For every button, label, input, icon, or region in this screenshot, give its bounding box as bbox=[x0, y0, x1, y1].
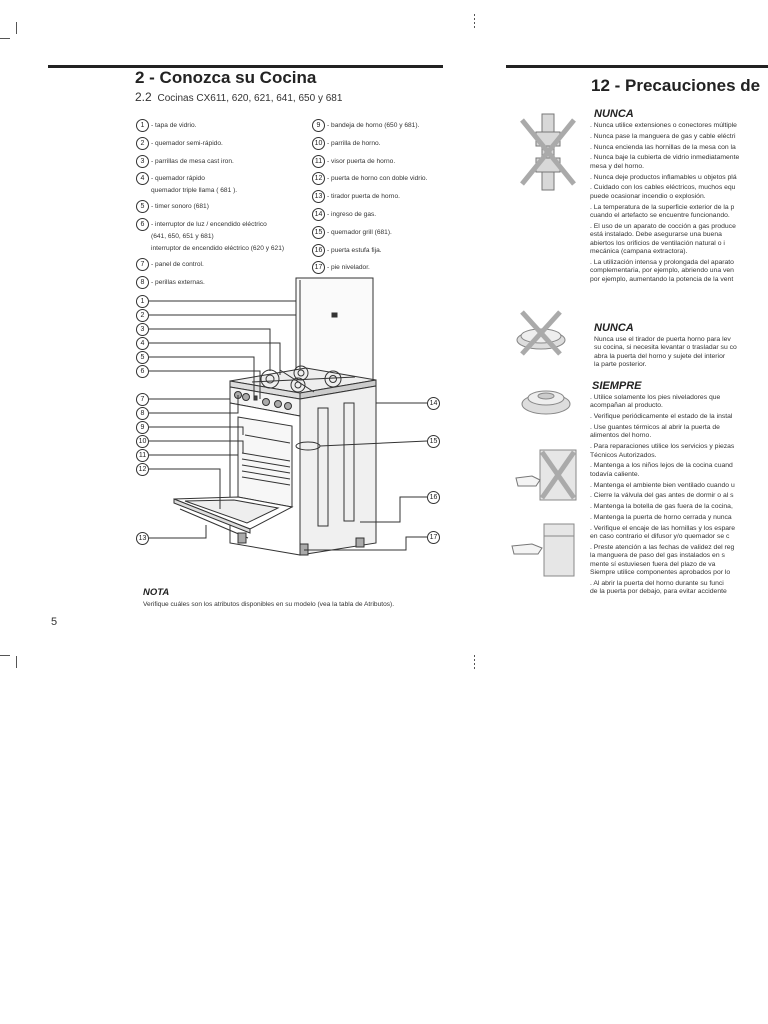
warning-line: . Para reparaciones utilice los servicios y piezas bbox=[590, 443, 735, 451]
legend-text bbox=[151, 258, 204, 269]
warning-line: . Utilice solamente los pies niveladores que bbox=[590, 394, 721, 401]
warning-line: mente sí estuviesen fuera del plazo de va bbox=[590, 560, 716, 568]
warning-line: abiertos los orificios de ventilación natural o i bbox=[590, 239, 725, 247]
warning-line: está instalado. Debe asegurarse una buena bbox=[590, 231, 722, 239]
diagram-callout: 15 bbox=[427, 435, 440, 448]
legend-item bbox=[312, 261, 427, 274]
legend-text-line: - pie nivelador. bbox=[327, 264, 370, 272]
diagram-callout: 12 bbox=[136, 463, 149, 476]
nunca-paragraph-line: su cocina, si necesita levantar o trasladar su co bbox=[594, 344, 737, 352]
legend-number-circle: 10 bbox=[312, 137, 325, 150]
nunca-paragraph-line: Nunca use el tirador de puerta horno para lev bbox=[594, 336, 731, 343]
siempre-list bbox=[590, 394, 735, 597]
crop-mark bbox=[16, 22, 17, 34]
legend-number-circle: 12 bbox=[312, 172, 325, 185]
legend-text-line: - panel de control. bbox=[151, 260, 204, 268]
warning-line: . La utilización intensa y prolongada del aparato bbox=[590, 258, 734, 266]
parts-legend-col2 bbox=[312, 119, 427, 279]
legend-text-line: - timer sonoro (681) bbox=[151, 203, 209, 211]
legend-text bbox=[151, 218, 284, 253]
legend-text bbox=[327, 261, 370, 272]
legend-number-circle: 17 bbox=[312, 261, 325, 274]
diagram-callout: 9 bbox=[136, 421, 149, 434]
legend-text bbox=[151, 119, 196, 130]
legend-item bbox=[312, 190, 427, 203]
legend-text bbox=[327, 155, 395, 166]
legend-number-circle: 8 bbox=[136, 276, 149, 289]
no-pot-icon bbox=[512, 306, 570, 358]
warning-line: . Nunca deje productos inflamables u objetos plá bbox=[590, 173, 737, 181]
legend-text bbox=[151, 172, 237, 195]
diagram-callout: 13 bbox=[136, 532, 149, 545]
page-number: 5 bbox=[51, 616, 58, 628]
diagram-callout: 1 bbox=[136, 295, 149, 308]
section-rule bbox=[506, 65, 768, 68]
diagram-callout: 3 bbox=[136, 323, 149, 336]
diagram-callout: 7 bbox=[136, 393, 149, 406]
legend-text-line: - perillas externas. bbox=[151, 278, 205, 286]
diagram-callout: 5 bbox=[136, 351, 149, 364]
warning-line: en caso contrario el difusor y/o quemador se c bbox=[590, 533, 730, 541]
legend-text bbox=[151, 200, 209, 211]
warning-line: acompañan al producto. bbox=[590, 402, 663, 410]
legend-text-line: - bandeja de horno (650 y 681). bbox=[327, 122, 420, 129]
warning-line: . Nunca baje la cubierta de vidrio inmediatamente bbox=[590, 154, 740, 162]
warning-line: . Nunca encienda las hornillas de la mesa con la bbox=[590, 143, 736, 151]
legend-item bbox=[312, 155, 427, 168]
warning-line: . Cierre la válvula del gas antes de dormir o al s bbox=[590, 492, 734, 500]
diagram-callout: 10 bbox=[136, 435, 149, 448]
legend-text-line: quemador triple llama ( 681 ). bbox=[151, 187, 238, 195]
nota-text: Verifique cuáles son los atributos disponibles en su modelo (vea la tabla de Atributos). bbox=[143, 601, 395, 608]
legend-item bbox=[312, 119, 427, 132]
legend-text-line: - quemador rápido bbox=[151, 175, 205, 183]
diagram-callout: 11 bbox=[136, 449, 149, 462]
legend-text-line: - parrilla de horno. bbox=[327, 139, 381, 147]
legend-item bbox=[136, 119, 284, 132]
legend-text bbox=[151, 155, 234, 166]
page-subtitle bbox=[135, 90, 342, 104]
warning-line: . Preste atención a las fechas de validez del reg bbox=[590, 544, 735, 551]
siempre-label: SIEMPRE bbox=[592, 380, 642, 392]
warning-line: la manguera de paso del gas instalados en s bbox=[590, 552, 725, 560]
legend-text-line: interruptor de encendido eléctrico (620 y 621) bbox=[151, 244, 285, 252]
legend-text bbox=[327, 226, 392, 237]
legend-number-circle: 4 bbox=[136, 172, 149, 185]
warning-line: . El uso de un aparato de cocción a gas produce bbox=[590, 222, 736, 230]
legend-text bbox=[327, 208, 376, 219]
legend-text-line: - quemador semi-rápido. bbox=[151, 139, 223, 147]
no-extension-cord-icon bbox=[516, 110, 580, 194]
legend-text-line: - quemador grill (681). bbox=[327, 228, 392, 236]
legend-item bbox=[136, 137, 284, 150]
legend-number-circle: 14 bbox=[312, 208, 325, 221]
legend-text bbox=[327, 137, 381, 148]
warning-line: mesa y del horno. bbox=[590, 162, 645, 170]
warning-line: mecánica (campana extractora). bbox=[590, 248, 688, 256]
legend-number-circle: 7 bbox=[136, 258, 149, 271]
legend-number-circle: 1 bbox=[136, 119, 149, 132]
legend-number-circle: 9 bbox=[312, 119, 325, 132]
warning-line: . Nunca utilice extensiones o conectores múltiple bbox=[590, 122, 737, 129]
warning-line: . Mantenga a los niños lejos de la cocina cuand bbox=[590, 462, 733, 470]
legend-text-line: - tapa de vidrio. bbox=[151, 122, 197, 129]
page-title: 2 - Conozca su Cocina bbox=[135, 68, 317, 87]
diagram-callout: 14 bbox=[427, 397, 440, 410]
legend-text-line: - puerta estufa fija. bbox=[327, 246, 382, 254]
warning-line: . Verifique periódicamente el estado de la instal bbox=[590, 413, 733, 421]
warning-line: . Cuidado con los cables eléctricos, muchos equ bbox=[590, 184, 736, 192]
warning-line: . Al abrir la puerta del horno durante su funci bbox=[590, 580, 724, 588]
parts-legend-col1 bbox=[136, 119, 284, 293]
legend-text bbox=[327, 190, 400, 201]
nunca-paragraph-line: la parte posterior. bbox=[594, 361, 647, 369]
legend-item bbox=[312, 172, 427, 185]
legend-text-line: - tirador puerta de horno. bbox=[327, 193, 400, 201]
diagram-callout: 6 bbox=[136, 365, 149, 378]
warning-line: . Mantenga la botella de gas fuera de la cocina, bbox=[590, 503, 733, 511]
warning-line: de la puerta por debajo, para evitar accidente bbox=[590, 588, 727, 596]
warning-line: por ejemplo, aumentando la potencia de la vent bbox=[590, 275, 734, 283]
nunca-paragraph-2 bbox=[594, 336, 737, 370]
legend-text-line: - interruptor de luz / encendido eléctrico bbox=[151, 220, 267, 228]
legend-item bbox=[136, 200, 284, 213]
legend-item bbox=[136, 258, 284, 271]
legend-item bbox=[312, 208, 427, 221]
warning-line: cuando el artefacto se encuentre funcionando. bbox=[590, 212, 730, 219]
legend-item bbox=[312, 226, 427, 239]
stove-diagram bbox=[130, 275, 450, 565]
nunca-label-1: NUNCA bbox=[594, 108, 634, 120]
legend-number-circle: 3 bbox=[136, 155, 149, 168]
legend-number-circle: 6 bbox=[136, 218, 149, 231]
diagram-callout: 16 bbox=[427, 491, 440, 504]
nunca-list-1 bbox=[590, 122, 739, 284]
subtitle-text: Cocinas CX611, 620, 621, 641, 650 y 681 bbox=[157, 93, 343, 104]
warning-line: . Use guantes térmicos al abrir la puerta de bbox=[590, 424, 720, 431]
warning-line: Siempre utilice componentes aprobados por lo bbox=[590, 569, 731, 577]
legend-item bbox=[312, 137, 427, 150]
legend-text-line: - visor puerta de horno. bbox=[327, 157, 396, 165]
legend-item bbox=[136, 218, 284, 253]
warning-line: . Mantenga la puerta de horno cerrada y nunca bbox=[590, 514, 732, 521]
legend-item bbox=[136, 155, 284, 168]
diagram-callout: 2 bbox=[136, 309, 149, 322]
legend-number-circle: 11 bbox=[312, 155, 325, 168]
right-page-title: 12 - Precauciones de bbox=[591, 76, 761, 95]
legend-number-circle: 2 bbox=[136, 137, 149, 150]
legend-text bbox=[151, 137, 223, 148]
legend-text bbox=[327, 119, 419, 130]
crop-mark bbox=[0, 38, 10, 39]
legend-number-circle: 5 bbox=[136, 200, 149, 213]
nota-title: NOTA bbox=[143, 587, 170, 598]
nunca-label-2: NUNCA bbox=[594, 322, 634, 334]
warning-line: todavía caliente. bbox=[590, 470, 640, 478]
warning-line: puede ocasionar incendio o explosión. bbox=[590, 192, 706, 200]
legend-text-line: (641, 650, 651 y 681) bbox=[151, 232, 214, 240]
warning-line: . Nunca pase la manguera de gas y cable eléctri bbox=[590, 132, 736, 140]
warning-line: . Mantenga el ambiente bien ventilado cuando u bbox=[590, 481, 735, 489]
warning-line: . La temperatura de la superficie exterior de la p bbox=[590, 203, 735, 211]
diagram-callout: 17 bbox=[427, 531, 440, 544]
burner-icon bbox=[518, 378, 574, 418]
warning-line: alimentos del horno. bbox=[590, 432, 652, 440]
legend-item bbox=[136, 172, 284, 195]
crop-mark bbox=[16, 656, 17, 668]
legend-text bbox=[327, 172, 427, 183]
legend-number-circle: 13 bbox=[312, 190, 325, 203]
legend-item bbox=[312, 244, 427, 257]
crop-mark bbox=[474, 655, 475, 671]
warning-line: . Verifique el encaje de las hornillas y los espare bbox=[590, 524, 736, 532]
diagram-callout: 4 bbox=[136, 337, 149, 350]
legend-number-circle: 16 bbox=[312, 244, 325, 257]
legend-text bbox=[327, 244, 382, 255]
legend-text-line: - ingreso de gas. bbox=[327, 210, 377, 218]
legend-text-line: - puerta de horno con doble vidrio. bbox=[327, 175, 428, 183]
warning-line: complementaria, por ejemplo, abriendo una ven bbox=[590, 267, 734, 275]
warning-line: Técnicos Autorizados. bbox=[590, 451, 657, 459]
crop-mark bbox=[0, 655, 10, 656]
crop-mark bbox=[474, 14, 475, 30]
hand-oven-door-icon bbox=[510, 520, 580, 580]
no-touch-hot-icon bbox=[512, 446, 582, 506]
legend-text-line: - parrillas de mesa cast iron. bbox=[151, 157, 234, 165]
nunca-paragraph-line: abra la puerta del horno y sujete del interior bbox=[594, 352, 726, 360]
legend-number-circle: 15 bbox=[312, 226, 325, 239]
subtitle-number: 2.2 bbox=[135, 90, 152, 104]
diagram-callout: 8 bbox=[136, 407, 149, 420]
